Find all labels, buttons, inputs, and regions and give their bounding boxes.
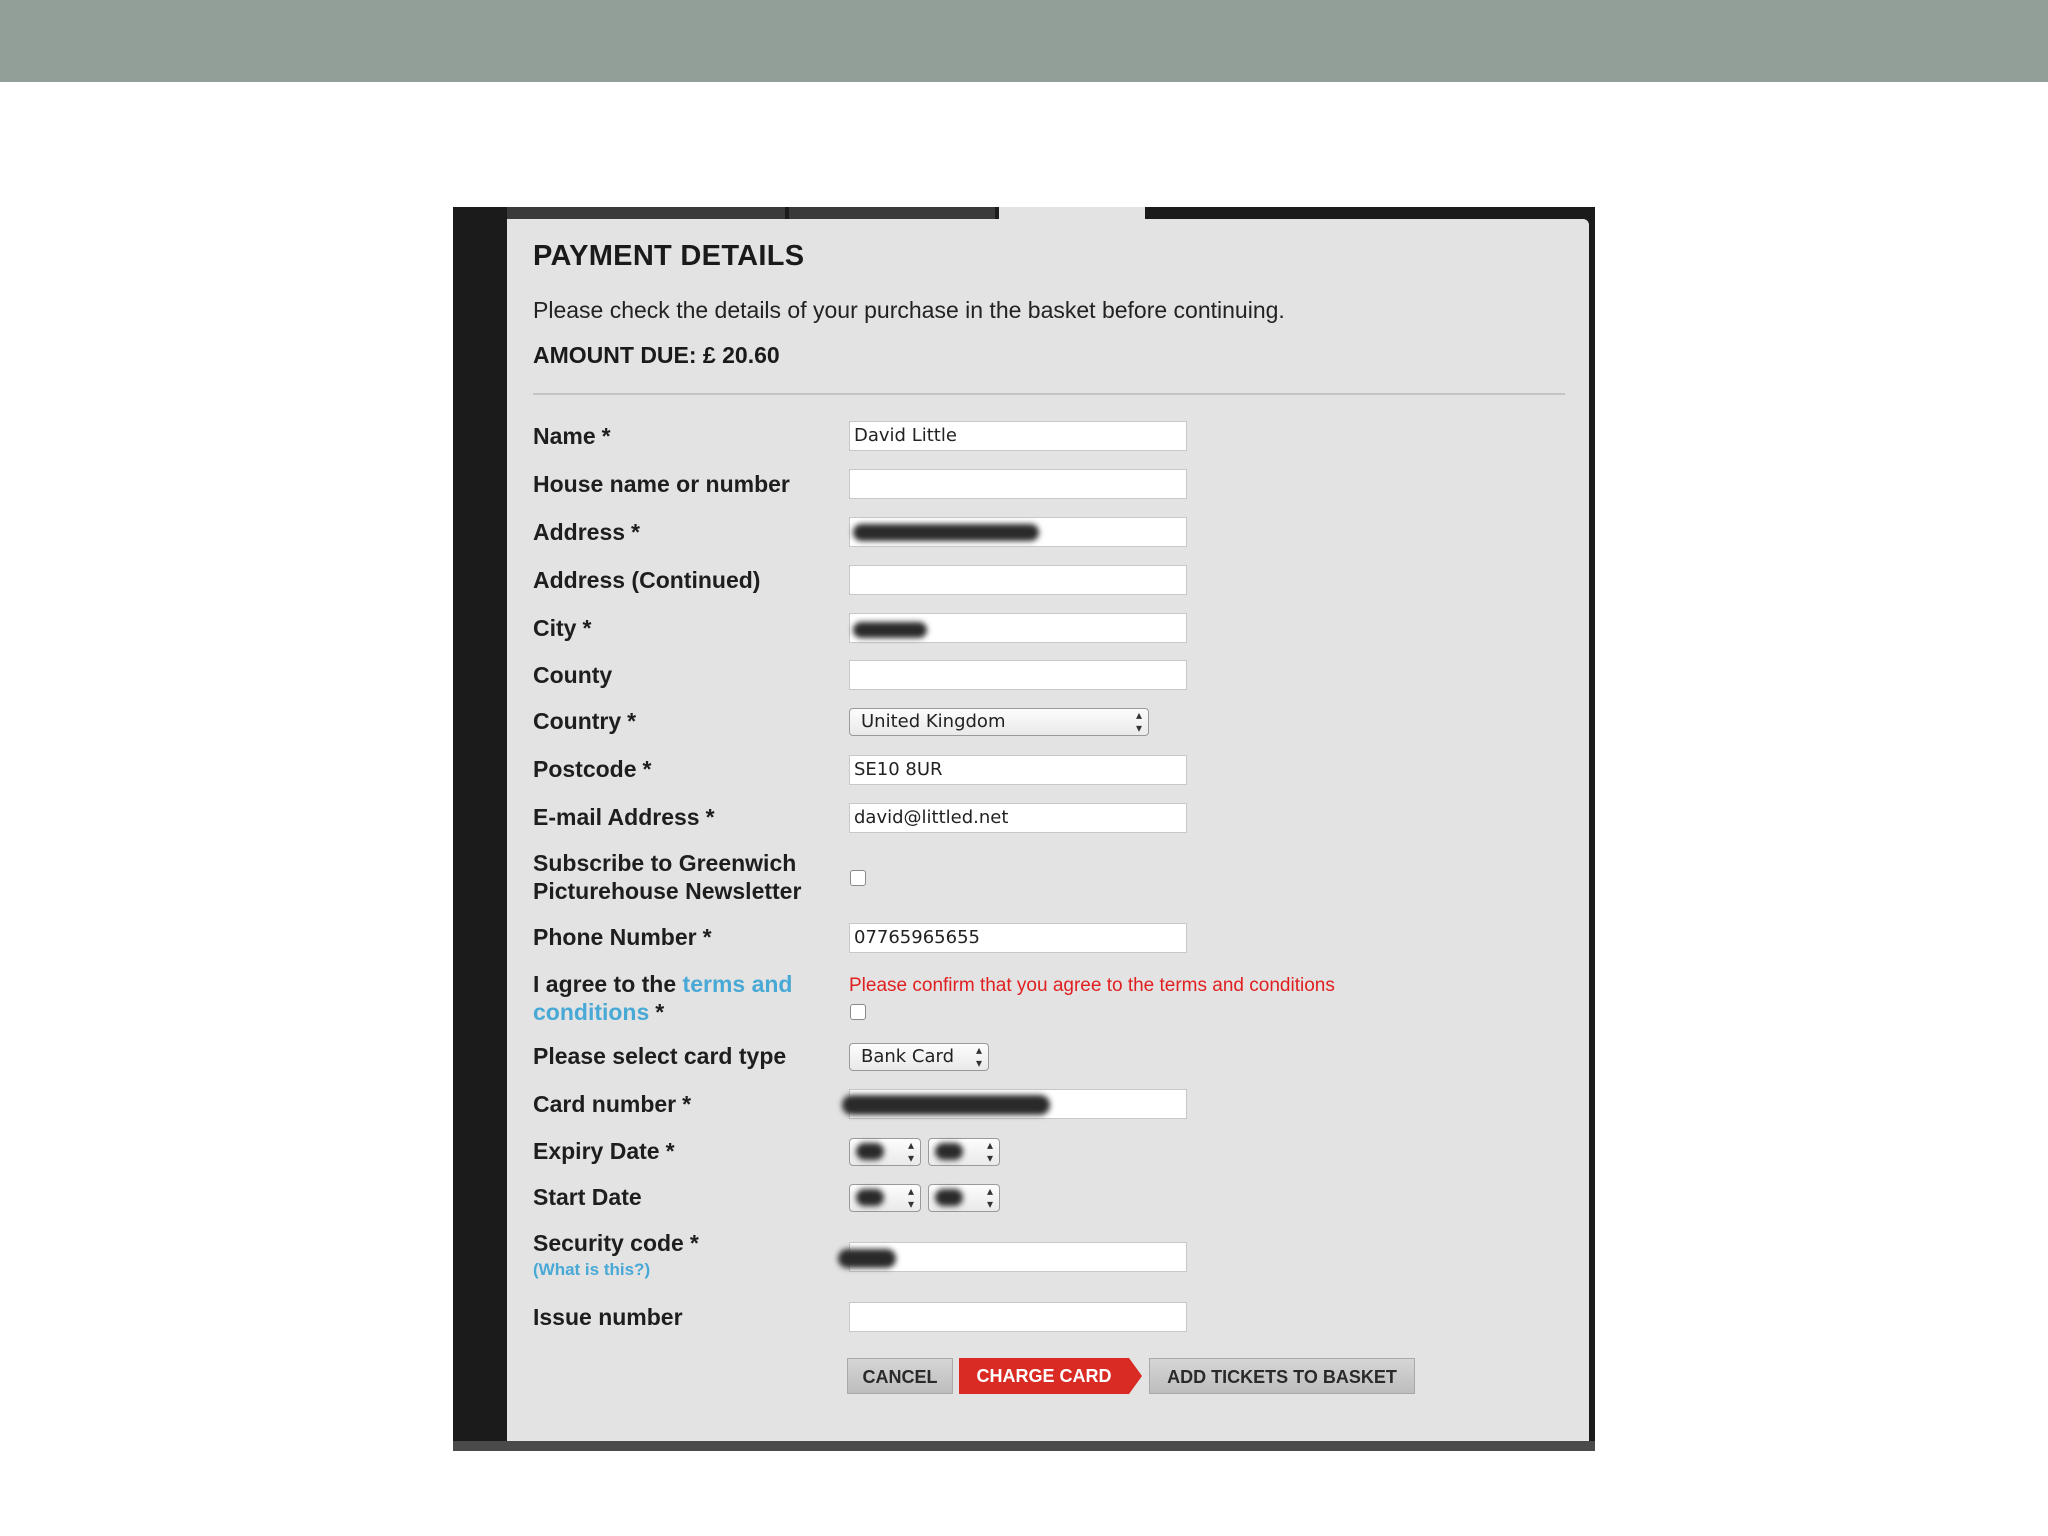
- frame-bottom-bar: [453, 1441, 1595, 1451]
- card-type-select[interactable]: [849, 1043, 989, 1071]
- terms-link[interactable]: terms and: [682, 971, 793, 997]
- issue-number-input[interactable]: [849, 1302, 1187, 1332]
- expiry-month-redacted: [856, 1143, 884, 1160]
- phone-input[interactable]: 07765965655: [849, 923, 1187, 953]
- phone-label: Phone Number *: [533, 924, 712, 950]
- email-input[interactable]: david@littled.net: [849, 803, 1187, 833]
- newsletter-checkbox[interactable]: [850, 870, 866, 886]
- city-redacted: [853, 622, 927, 638]
- updown-arrows-icon: ▴ ▾: [986, 1184, 993, 1211]
- intro-text: Please check the details of your purchase in the basket before continuing.: [533, 297, 1285, 323]
- postcode-label: Postcode *: [533, 756, 652, 782]
- address2-label: Address (Continued): [533, 567, 761, 593]
- tab-1[interactable]: [507, 207, 785, 219]
- country-select[interactable]: [849, 708, 1149, 736]
- expiry-label: Expiry Date *: [533, 1138, 675, 1164]
- email-label: E-mail Address *: [533, 804, 715, 830]
- updown-arrows-icon: ▴ ▾: [986, 1138, 993, 1165]
- card-type-value: Bank Card: [861, 1046, 955, 1067]
- amount-due: AMOUNT DUE: £ 20.60: [533, 342, 780, 368]
- city-label: City *: [533, 615, 592, 641]
- country-select-value: United Kingdom: [861, 711, 1006, 732]
- issue-number-label: Issue number: [533, 1304, 683, 1330]
- tab-strip: [507, 207, 1589, 219]
- newsletter-label-line2: Picturehouse Newsletter: [533, 878, 802, 904]
- cancel-button[interactable]: CANCEL: [847, 1358, 953, 1394]
- address2-input[interactable]: [849, 565, 1187, 595]
- charge-card-button[interactable]: CHARGE CARD: [959, 1358, 1129, 1394]
- newsletter-label: [533, 849, 801, 905]
- house-input[interactable]: [849, 469, 1187, 499]
- newsletter-label-line1: Subscribe to Greenwich: [533, 850, 797, 876]
- tab-active[interactable]: [999, 207, 1145, 219]
- start-month-redacted: [856, 1189, 884, 1206]
- address-label: Address *: [533, 519, 640, 545]
- house-label: House name or number: [533, 471, 790, 497]
- card-type-label: Please select card type: [533, 1043, 787, 1069]
- start-year-redacted: [935, 1189, 963, 1206]
- updown-arrows-icon: ▴ ▾: [1135, 708, 1142, 735]
- updown-arrows-icon: ▴ ▾: [975, 1043, 982, 1070]
- card-number-redacted: [842, 1095, 1050, 1115]
- updown-arrows-icon: ▴ ▾: [907, 1138, 914, 1165]
- county-input[interactable]: [849, 660, 1187, 690]
- county-label: County: [533, 662, 613, 688]
- slide-header-band: [0, 0, 2048, 82]
- name-label: Name *: [533, 423, 611, 449]
- security-code-label: Security code *: [533, 1230, 699, 1256]
- address-redacted: [853, 524, 1039, 541]
- page-title: PAYMENT DETAILS: [533, 240, 805, 272]
- expiry-year-redacted: [935, 1143, 963, 1160]
- security-code-redacted: [838, 1249, 896, 1268]
- divider: [533, 393, 1565, 395]
- card-number-label: Card number *: [533, 1091, 692, 1117]
- country-label: Country *: [533, 708, 637, 734]
- security-code-input[interactable]: [849, 1242, 1187, 1272]
- start-date-label: Start Date: [533, 1184, 642, 1210]
- updown-arrows-icon: ▴ ▾: [907, 1184, 914, 1211]
- terms-label: I agree to the terms and conditions *: [533, 971, 793, 1025]
- add-tickets-to-basket-button[interactable]: ADD TICKETS TO BASKET: [1149, 1358, 1415, 1394]
- terms-link-cont[interactable]: conditions: [533, 999, 650, 1025]
- terms-checkbox[interactable]: [850, 1004, 866, 1020]
- tab-2[interactable]: [789, 207, 995, 219]
- name-input[interactable]: David Little: [849, 421, 1187, 451]
- terms-error-message: Please confirm that you agree to the terms and conditions: [849, 975, 1335, 996]
- what-is-this-link[interactable]: (What is this?): [533, 1260, 651, 1279]
- postcode-input[interactable]: SE10 8UR: [849, 755, 1187, 785]
